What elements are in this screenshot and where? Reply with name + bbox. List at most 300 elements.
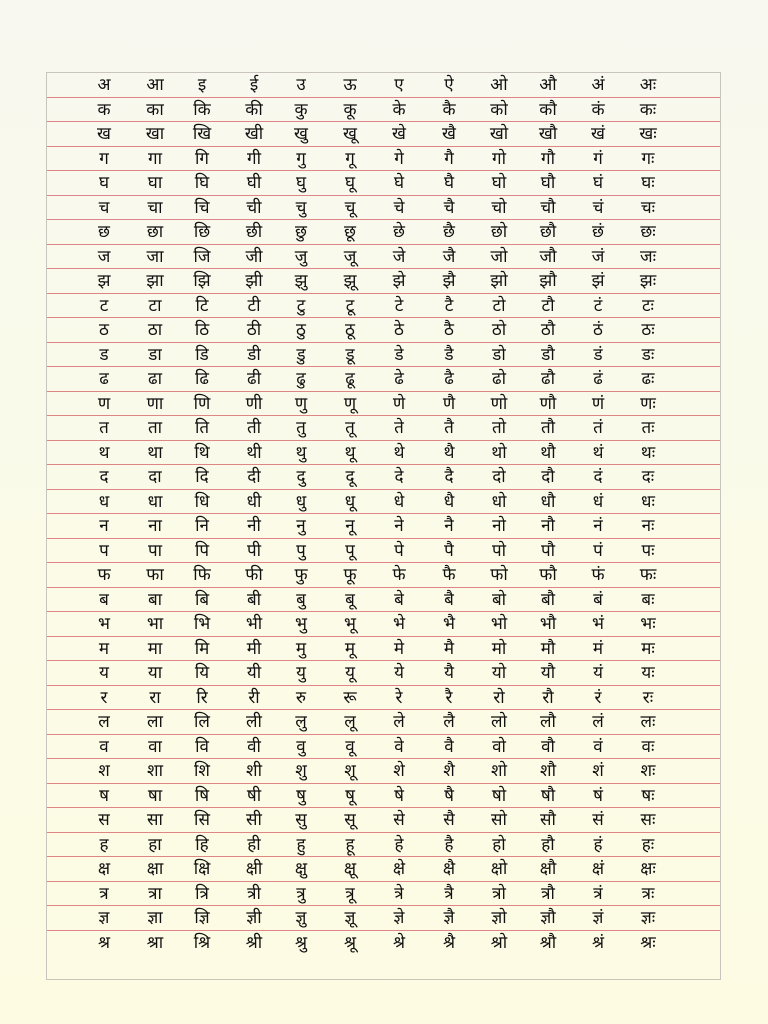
syllable-cell: ठो bbox=[491, 320, 507, 340]
chart-row bbox=[47, 465, 720, 490]
syllable-cell: वा bbox=[148, 736, 162, 757]
syllable-cell: गौ bbox=[541, 148, 555, 169]
syllable-cell: हः bbox=[641, 834, 655, 855]
syllable-cell: क्षू bbox=[343, 859, 357, 879]
syllable-cell: चि bbox=[194, 197, 210, 218]
syllable-cell: डु bbox=[296, 344, 306, 365]
syllable-cell: झो bbox=[490, 271, 508, 291]
syllable-cell: टा bbox=[148, 295, 162, 316]
syllable-cell: भि bbox=[193, 614, 211, 634]
syllable-cell: यौ bbox=[540, 663, 556, 683]
syllable-cell: जे bbox=[392, 246, 406, 267]
syllable-cell: मौ bbox=[540, 638, 556, 659]
syllable-cell: फ bbox=[97, 565, 111, 585]
syllable-cell: फै bbox=[442, 565, 456, 585]
syllable-cell: त्रो bbox=[492, 883, 506, 904]
syllable-cell: थः bbox=[640, 442, 656, 463]
syllable-cell: म bbox=[98, 638, 110, 659]
syllable-cell: छी bbox=[245, 222, 263, 242]
syllable-cell: रः bbox=[642, 687, 654, 708]
syllable-cell: सं bbox=[592, 810, 604, 830]
syllable-cell: धः bbox=[641, 491, 655, 512]
syllable-cell: दे bbox=[394, 467, 404, 487]
syllable-cell: षि bbox=[194, 785, 210, 806]
syllable-cell: खः bbox=[639, 124, 657, 144]
syllable-cell: कू bbox=[343, 99, 357, 120]
syllable-cell: ना bbox=[148, 516, 162, 536]
chart-row bbox=[47, 735, 720, 760]
syllable-cell: शौ bbox=[540, 761, 556, 781]
syllable-cell: खौ bbox=[538, 124, 558, 144]
syllable-cell: लो bbox=[491, 712, 507, 732]
chart-row bbox=[47, 98, 720, 123]
syllable-cell: दो bbox=[492, 467, 506, 487]
syllable-cell: डै bbox=[444, 344, 454, 365]
syllable-cell: खी bbox=[244, 124, 264, 144]
syllable-cell: श्रे bbox=[392, 932, 406, 953]
syllable-cell: शू bbox=[344, 761, 356, 781]
syllable-cell: ष bbox=[99, 785, 109, 806]
syllable-cell: क्षौ bbox=[539, 859, 557, 879]
syllable-cell: टी bbox=[247, 295, 261, 316]
syllable-cell: ढि bbox=[195, 369, 209, 389]
syllable-cell: सु bbox=[295, 810, 307, 830]
chart-row bbox=[47, 441, 720, 466]
syllable-cell: मि bbox=[194, 638, 210, 659]
syllable-cell: घी bbox=[246, 173, 262, 193]
syllable-cell: खि bbox=[192, 124, 212, 144]
syllable-cell: लि bbox=[194, 712, 210, 732]
syllable-cell: हं bbox=[593, 834, 603, 855]
syllable-cell: बि bbox=[194, 589, 210, 610]
syllable-cell: ब bbox=[99, 589, 109, 610]
syllable-cell: ई bbox=[249, 75, 259, 95]
chart-row bbox=[47, 318, 720, 343]
syllable-cell: षं bbox=[593, 785, 603, 806]
syllable-cell: यू bbox=[345, 663, 355, 683]
syllable-cell: श्रू bbox=[343, 932, 357, 953]
syllable-cell: हे bbox=[394, 834, 404, 855]
syllable-cell: चौ bbox=[540, 197, 556, 218]
syllable-cell: त्रौ bbox=[541, 883, 555, 904]
syllable-cell: कि bbox=[193, 99, 211, 120]
syllable-cell: घं bbox=[592, 173, 604, 193]
syllable-cell: रं bbox=[594, 687, 602, 708]
chart-row bbox=[47, 490, 720, 515]
chart-row bbox=[47, 857, 720, 882]
syllable-cell: मं bbox=[592, 638, 604, 659]
syllable-cell: कै bbox=[442, 99, 456, 120]
syllable-cell: छः bbox=[640, 222, 656, 242]
syllable-cell: षी bbox=[246, 785, 262, 806]
syllable-cell: वः bbox=[641, 736, 655, 757]
chart-row bbox=[47, 833, 720, 858]
syllable-cell: त्रै bbox=[444, 883, 454, 904]
syllable-cell: थि bbox=[194, 442, 210, 463]
syllable-cell: यि bbox=[194, 663, 210, 683]
syllable-cell: गं bbox=[593, 148, 603, 169]
syllable-cell: थं bbox=[592, 442, 604, 463]
syllable-cell: णु bbox=[294, 393, 308, 414]
syllable-cell: तं bbox=[593, 418, 603, 438]
syllable-cell: स bbox=[98, 810, 110, 830]
syllable-cell: श्रो bbox=[490, 932, 508, 953]
syllable-cell: षः bbox=[641, 785, 655, 806]
syllable-cell: ऐ bbox=[444, 75, 454, 95]
syllable-cell: शः bbox=[640, 761, 656, 781]
syllable-cell: धी bbox=[246, 491, 262, 512]
syllable-cell: य bbox=[99, 663, 109, 683]
syllable-cell: त्रा bbox=[148, 883, 162, 904]
syllable-cell: वौ bbox=[541, 736, 555, 757]
syllable-cell: लं bbox=[592, 712, 604, 732]
syllable-cell: बु bbox=[296, 589, 306, 610]
syllable-cell: री bbox=[248, 687, 260, 708]
syllable-cell: धा bbox=[147, 491, 163, 512]
syllable-cell: मा bbox=[147, 638, 163, 659]
syllable-cell: शी bbox=[246, 761, 262, 781]
syllable-cell: दौ bbox=[541, 467, 555, 487]
syllable-cell: लै bbox=[443, 712, 455, 732]
chart-row bbox=[47, 367, 720, 392]
syllable-cell: गू bbox=[345, 148, 355, 169]
syllable-cell: थी bbox=[246, 442, 262, 463]
syllable-cell: भं bbox=[592, 614, 604, 634]
chart-row bbox=[47, 122, 720, 147]
syllable-cell: ढै bbox=[444, 369, 454, 389]
syllable-cell: ह bbox=[99, 834, 109, 855]
syllable-cell: त्रं bbox=[593, 883, 603, 904]
syllable-cell: तः bbox=[641, 418, 655, 438]
syllable-cell: जौ bbox=[539, 246, 557, 267]
syllable-cell: सः bbox=[640, 810, 656, 830]
syllable-cell: धु bbox=[295, 491, 307, 512]
syllable-cell: बो bbox=[491, 589, 507, 610]
syllable-cell: त bbox=[99, 418, 109, 438]
chart-row bbox=[47, 269, 720, 294]
chart-row bbox=[47, 539, 720, 564]
syllable-cell: बे bbox=[394, 589, 404, 610]
syllable-cell: रे bbox=[395, 687, 403, 708]
syllable-cell: ज्ञा bbox=[147, 908, 163, 928]
syllable-cell: क्ष bbox=[97, 859, 111, 879]
syllable-cell: इ bbox=[197, 75, 207, 95]
syllable-cell: ढु bbox=[296, 369, 306, 389]
syllable-cell: छ bbox=[98, 222, 110, 242]
syllable-cell: रौ bbox=[542, 687, 554, 708]
syllable-cell: दि bbox=[195, 467, 209, 487]
syllable-cell: ओ bbox=[490, 75, 508, 95]
syllable-cell: घु bbox=[295, 173, 307, 193]
syllable-cell: जु bbox=[294, 246, 308, 267]
syllable-cell: गै bbox=[444, 148, 454, 169]
syllable-cell: दी bbox=[247, 467, 261, 487]
syllable-cell: मु bbox=[295, 638, 307, 659]
syllable-cell: मो bbox=[491, 638, 507, 659]
syllable-cell: रि bbox=[196, 687, 208, 708]
chart-row bbox=[47, 147, 720, 172]
syllable-cell: के bbox=[392, 99, 406, 120]
syllable-cell: नी bbox=[247, 516, 261, 536]
syllable-cell: ढौ bbox=[541, 369, 555, 389]
syllable-cell: पे bbox=[394, 540, 404, 561]
syllable-cell: बा bbox=[147, 589, 163, 610]
syllable-cell: ग bbox=[99, 148, 109, 169]
chart-row bbox=[47, 686, 720, 711]
syllable-cell: ण bbox=[97, 393, 111, 414]
syllable-cell: ती bbox=[246, 418, 262, 438]
syllable-cell: लु bbox=[295, 712, 307, 732]
syllable-cell: नो bbox=[492, 516, 506, 536]
syllable-cell: दं bbox=[593, 467, 603, 487]
syllable-cell: ठी bbox=[246, 320, 262, 340]
syllable-cell: श्रु bbox=[294, 932, 308, 953]
syllable-cell: का bbox=[146, 99, 164, 120]
syllable-cell: णू bbox=[343, 393, 357, 414]
syllable-cell: षू bbox=[345, 785, 355, 806]
syllable-cell: बं bbox=[593, 589, 603, 610]
syllable-cell: ते bbox=[394, 418, 404, 438]
syllable-cell: श्रा bbox=[146, 932, 164, 953]
syllable-cell: क्षि bbox=[193, 859, 211, 879]
syllable-cell: पं bbox=[593, 540, 603, 561]
syllable-cell: ठि bbox=[194, 320, 210, 340]
syllable-cell: भः bbox=[640, 614, 656, 634]
syllable-cell: दा bbox=[148, 467, 162, 487]
syllable-cell: सा bbox=[147, 810, 163, 830]
syllable-cell: डि bbox=[195, 344, 209, 365]
syllable-cell: धं bbox=[592, 491, 604, 512]
syllable-cell: यो bbox=[491, 663, 507, 683]
syllable-cell: घै bbox=[443, 173, 455, 193]
syllable-cell: षा bbox=[147, 785, 163, 806]
syllable-cell: वी bbox=[247, 736, 261, 757]
syllable-cell: नि bbox=[195, 516, 209, 536]
syllable-cell: षु bbox=[296, 785, 306, 806]
syllable-cell: झु bbox=[294, 271, 308, 291]
syllable-cell: छौ bbox=[539, 222, 557, 242]
syllable-cell: थो bbox=[491, 442, 507, 463]
syllable-cell: दू bbox=[345, 467, 355, 487]
syllable-cell: नू bbox=[345, 516, 355, 536]
syllable-cell: चु bbox=[295, 197, 307, 218]
syllable-cell: क्षः bbox=[640, 859, 656, 879]
syllable-cell: गा bbox=[148, 148, 162, 169]
syllable-cell: घौ bbox=[540, 173, 556, 193]
syllable-cell: ला bbox=[147, 712, 163, 732]
syllable-cell: श्र bbox=[97, 932, 111, 953]
syllable-cell: वं bbox=[593, 736, 603, 757]
syllable-cell: तो bbox=[491, 418, 507, 438]
syllable-cell: हू bbox=[345, 834, 355, 855]
syllable-cell: भ bbox=[98, 614, 110, 634]
chart-row bbox=[47, 637, 720, 662]
syllable-cell: श्री bbox=[245, 932, 263, 953]
syllable-cell: ठे bbox=[394, 320, 404, 340]
syllable-cell: जू bbox=[343, 246, 357, 267]
syllable-cell: ठू bbox=[345, 320, 355, 340]
syllable-cell: ख bbox=[97, 124, 111, 144]
syllable-cell: छं bbox=[592, 222, 604, 242]
syllable-cell: यै bbox=[444, 663, 454, 683]
syllable-cell: त्री bbox=[247, 883, 261, 904]
syllable-cell: क्षु bbox=[294, 859, 308, 879]
syllable-cell: तु bbox=[296, 418, 306, 438]
syllable-cell: हा bbox=[148, 834, 162, 855]
syllable-cell: जी bbox=[245, 246, 263, 267]
syllable-cell: चो bbox=[491, 197, 507, 218]
syllable-cell: ज्ञं bbox=[592, 908, 604, 928]
syllable-cell: भो bbox=[490, 614, 508, 634]
syllable-cell: ठः bbox=[641, 320, 655, 340]
syllable-cell: वे bbox=[394, 736, 404, 757]
syllable-cell: क्षी bbox=[245, 859, 263, 879]
syllable-cell: गी bbox=[247, 148, 261, 169]
chart-row bbox=[47, 931, 720, 956]
syllable-cell: खो bbox=[489, 124, 509, 144]
syllable-cell: चू bbox=[344, 197, 356, 218]
syllable-cell: खु bbox=[294, 124, 308, 144]
syllable-cell: भु bbox=[295, 614, 307, 634]
syllable-cell: यी bbox=[246, 663, 262, 683]
syllable-cell: ठा bbox=[147, 320, 163, 340]
syllable-cell: फु bbox=[294, 565, 308, 585]
chart-row bbox=[47, 710, 720, 735]
syllable-cell: ढा bbox=[148, 369, 162, 389]
syllable-cell: श्रौ bbox=[539, 932, 557, 953]
syllable-cell: फौ bbox=[539, 565, 557, 585]
syllable-cell: ने bbox=[394, 516, 404, 536]
syllable-cell: छो bbox=[490, 222, 508, 242]
syllable-cell: फा bbox=[146, 565, 164, 585]
syllable-cell: तै bbox=[444, 418, 454, 438]
syllable-cell: भै bbox=[443, 614, 455, 634]
syllable-cell: डी bbox=[247, 344, 261, 365]
syllable-cell: मू bbox=[344, 638, 356, 659]
syllable-cell: ठु bbox=[296, 320, 306, 340]
syllable-cell: ज्ञू bbox=[344, 908, 356, 928]
syllable-cell: श्रै bbox=[442, 932, 456, 953]
syllable-cell: फि bbox=[193, 565, 211, 585]
syllable-cell: बौ bbox=[540, 589, 556, 610]
syllable-cell: कं bbox=[591, 99, 605, 120]
syllable-cell: ढू bbox=[345, 369, 355, 389]
syllable-cell: की bbox=[245, 99, 263, 120]
syllable-cell: श्रः bbox=[640, 932, 656, 953]
syllable-cell: त्रि bbox=[195, 883, 209, 904]
syllable-cell: सौ bbox=[540, 810, 556, 830]
syllable-cell: पी bbox=[246, 540, 262, 561]
syllable-cell: मै bbox=[443, 638, 455, 659]
syllable-cell: णी bbox=[245, 393, 263, 414]
syllable-cell: फे bbox=[392, 565, 406, 585]
syllable-cell: ज्ञे bbox=[393, 908, 405, 928]
syllable-cell: अ bbox=[97, 75, 111, 95]
syllable-cell: शे bbox=[393, 761, 405, 781]
syllable-cell: धे bbox=[393, 491, 405, 512]
syllable-cell: भू bbox=[344, 614, 356, 634]
syllable-cell: झ bbox=[97, 271, 111, 291]
syllable-cell: ठै bbox=[444, 320, 454, 340]
syllable-cell: छै bbox=[443, 222, 455, 242]
syllable-cell: ज्ञो bbox=[491, 908, 507, 928]
syllable-cell: रू bbox=[343, 687, 357, 708]
syllable-cell: धि bbox=[194, 491, 210, 512]
syllable-cell: घि bbox=[194, 173, 210, 193]
syllable-cell: वु bbox=[296, 736, 306, 757]
syllable-cell: खै bbox=[442, 124, 456, 144]
syllable-cell: डं bbox=[593, 344, 603, 365]
syllable-cell: औ bbox=[539, 75, 557, 95]
syllable-cell: णं bbox=[591, 393, 605, 414]
syllable-cell: झै bbox=[442, 271, 456, 291]
chart-row bbox=[47, 514, 720, 539]
syllable-cell: नौ bbox=[541, 516, 555, 536]
syllable-cell: बै bbox=[444, 589, 454, 610]
syllable-cell: वो bbox=[492, 736, 506, 757]
chart-row bbox=[47, 759, 720, 784]
syllable-cell: घः bbox=[641, 173, 655, 193]
barakhadi-chart bbox=[46, 72, 721, 980]
syllable-cell: ठौ bbox=[540, 320, 556, 340]
syllable-cell: चा bbox=[147, 197, 163, 218]
syllable-cell: फू bbox=[343, 565, 357, 585]
syllable-cell: ढे bbox=[394, 369, 404, 389]
syllable-cell: आ bbox=[146, 75, 164, 95]
syllable-cell: फः bbox=[639, 565, 657, 585]
syllable-cell: डो bbox=[492, 344, 506, 365]
syllable-cell: उ bbox=[296, 75, 306, 95]
syllable-cell: ज्ञि bbox=[194, 908, 210, 928]
syllable-cell: दः bbox=[641, 467, 655, 487]
syllable-cell: ठ bbox=[99, 320, 109, 340]
syllable-cell: ध bbox=[98, 491, 110, 512]
syllable-cell: टो bbox=[492, 295, 506, 316]
chart-row bbox=[47, 416, 720, 441]
syllable-cell: यं bbox=[593, 663, 603, 683]
syllable-cell: ज्ञी bbox=[246, 908, 262, 928]
syllable-cell: त्रु bbox=[296, 883, 306, 904]
chart-row bbox=[47, 73, 720, 98]
syllable-cell: शै bbox=[443, 761, 455, 781]
syllable-cell: क्षं bbox=[591, 859, 605, 879]
syllable-cell: शा bbox=[147, 761, 163, 781]
syllable-cell: चै bbox=[443, 197, 455, 218]
syllable-cell: हि bbox=[195, 834, 209, 855]
syllable-cell: नः bbox=[641, 516, 655, 536]
syllable-cell: डः bbox=[641, 344, 655, 365]
syllable-cell: मः bbox=[641, 638, 655, 659]
syllable-cell: यु bbox=[296, 663, 306, 683]
syllable-cell: हो bbox=[492, 834, 506, 855]
syllable-cell: श bbox=[98, 761, 110, 781]
syllable-cell: क bbox=[97, 99, 111, 120]
syllable-cell: ड bbox=[99, 344, 109, 365]
syllable-cell: खू bbox=[343, 124, 357, 144]
syllable-cell: पै bbox=[444, 540, 454, 561]
syllable-cell: जै bbox=[442, 246, 456, 267]
syllable-cell: लः bbox=[640, 712, 656, 732]
syllable-cell: झः bbox=[639, 271, 657, 291]
syllable-cell: वि bbox=[195, 736, 209, 757]
syllable-cell: पः bbox=[641, 540, 655, 561]
syllable-cell: क्षा bbox=[146, 859, 164, 879]
syllable-cell: जा bbox=[146, 246, 164, 267]
syllable-cell: चः bbox=[640, 197, 656, 218]
syllable-cell: ये bbox=[394, 663, 404, 683]
syllable-cell: ए bbox=[394, 75, 404, 95]
syllable-cell: प bbox=[99, 540, 109, 561]
